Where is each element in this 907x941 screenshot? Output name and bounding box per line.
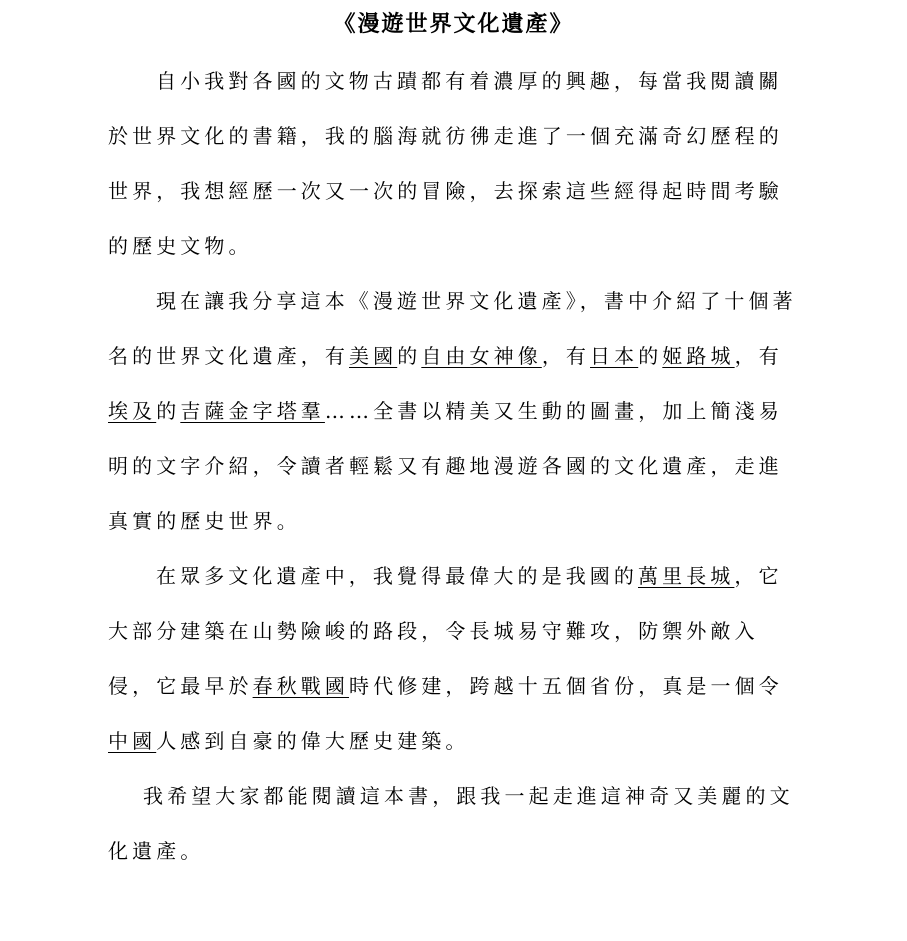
p3-line-1 (156, 563, 783, 589)
text: 在眾多文化遺產中，我覺得最偉大的是我國的 (156, 564, 638, 588)
p2-line-1: 現在讓我分享這本《漫遊世界文化遺產》，書中介紹了十個著 (156, 289, 797, 313)
text: 名的世界文化遺產，有 (108, 344, 349, 368)
p1-line-1: 自小我對各國的文物古蹟都有着濃厚的興趣，每當我閱讀關 (156, 69, 783, 93)
underlined-term: 埃及 (108, 399, 157, 423)
p3-line-3 (108, 673, 783, 699)
underlined-term: 春秋戰國 (252, 674, 350, 698)
p2-line-5: 真實的歷史世界。 (108, 509, 301, 533)
text: 人感到自豪的偉大歷史建築。 (156, 729, 470, 753)
underlined-term: 美國 (349, 344, 398, 368)
text: 侵，它最早於 (108, 674, 253, 698)
p1-line-4: 的歷史文物。 (108, 234, 253, 258)
p1-line-2: 於世界文化的書籍，我的腦海就彷彿走進了一個充滿奇幻歷程的 (108, 124, 783, 148)
text: ，有 (734, 344, 783, 368)
text: ，有 (541, 344, 591, 368)
p2-line-3 (108, 398, 783, 424)
p2-line-4: 明的文字介紹，令讀者輕鬆又有趣地漫遊各國的文化遺產，走進 (108, 454, 783, 478)
p3-line-2: 大部分建築在山勢險峻的路段，令長城易守難攻，防禦外敵入 (108, 619, 759, 643)
page-title: 《漫遊世界文化遺產》 (333, 12, 574, 37)
text: 的 (638, 344, 663, 368)
text: 時代修建，跨越十五個省份，真是一個令 (349, 674, 783, 698)
p4-line-2: 化遺產。 (108, 839, 205, 863)
text: 的 (397, 344, 422, 368)
text: ，它 (734, 564, 783, 588)
text: 的 (156, 399, 181, 423)
underlined-term: 中國 (108, 729, 157, 753)
underlined-term: 自由女神像 (421, 344, 542, 368)
underlined-term: 萬里長城 (638, 564, 735, 588)
p4-line-1: 我希望大家都能閱讀這本書，跟我一起走進這神奇又美麗的文 (143, 784, 794, 808)
p1-line-3: 世界，我想經歷一次又一次的冒險，去探索這些經得起時間考驗 (108, 179, 783, 203)
p3-line-4 (108, 728, 470, 754)
underlined-term: 吉薩金字塔羣 (180, 399, 325, 423)
p2-line-2 (108, 343, 783, 369)
underlined-term: 姬路城 (662, 344, 735, 368)
underlined-term: 日本 (590, 344, 639, 368)
text: ……全書以精美又生動的圖畫，加上簡淺易 (324, 399, 783, 423)
